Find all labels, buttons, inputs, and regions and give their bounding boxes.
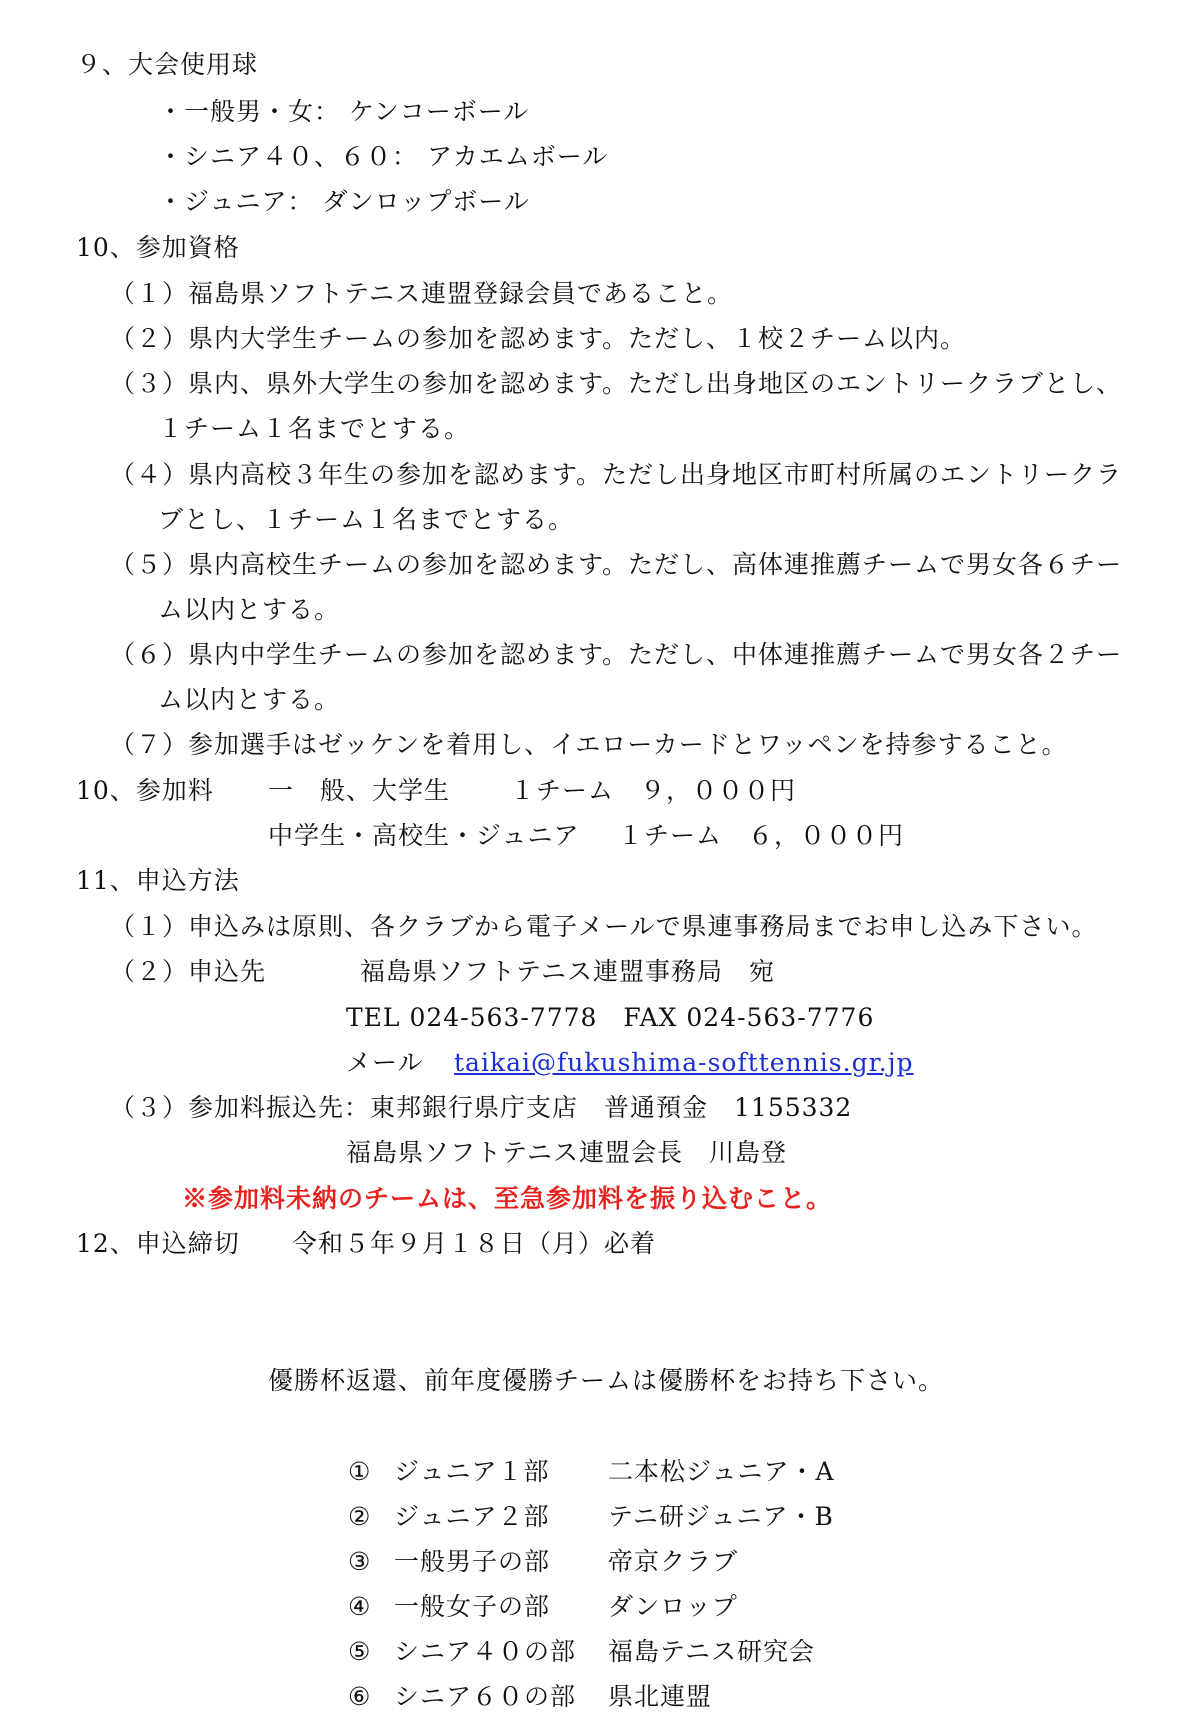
fee-category: 一 般、大学生 — [268, 776, 451, 805]
email-link[interactable] — [454, 1046, 914, 1080]
winner-division: シニア４０の部 — [394, 1637, 577, 1666]
eligibility-item: （６）県内中学生チームの参加を認めます。ただし、中体連推薦チームで男女各２チー — [110, 640, 1123, 669]
winner-division: ジュニア１部 — [394, 1457, 550, 1486]
fee-category: 中学生・高校生・ジュニア — [268, 821, 580, 850]
account-holder: 福島県ソフトテニス連盟会長 川島登 — [346, 1138, 788, 1167]
eligibility-item: （３）県内、県外大学生の参加を認めます。ただし出身地区のエントリークラブとし、 — [110, 369, 1123, 398]
winner-number: ⑥ — [348, 1682, 372, 1711]
winner-number: ③ — [348, 1547, 372, 1576]
application-destination: 福島県ソフトテニス連盟事務局 宛 — [360, 957, 776, 986]
eligibility-item: （４）県内高校３年生の参加を認めます。ただし出身地区市町村所属のエントリークラ — [110, 460, 1123, 489]
eligibility-item: （２）県内大学生チームの参加を認めます。ただし、１校２チーム以内。 — [110, 324, 967, 353]
fee-amount: １チーム ６，０００円 — [618, 821, 905, 850]
winner-division: 一般男子の部 — [394, 1547, 551, 1576]
trophy-notice: 優勝杯返還、前年度優勝チームは優勝杯をお持ち下さい。 — [268, 1366, 945, 1395]
mail-label: メール — [346, 1048, 424, 1077]
eligibility-item-continuation: ム以内とする。 — [158, 685, 341, 714]
winner-number: ④ — [348, 1592, 372, 1621]
winner-team: 県北連盟 — [608, 1682, 713, 1711]
winner-team: テニ研ジュニア・B — [608, 1502, 834, 1531]
winner-number: ① — [348, 1457, 372, 1486]
winner-division: 一般女子の部 — [394, 1592, 551, 1621]
contact-phone-fax: TEL 024-563-7778 FAX 024-563-7776 — [346, 1003, 875, 1032]
winner-team: 二本松ジュニア・A — [608, 1457, 835, 1486]
eligibility-item: （５）県内高校生チームの参加を認めます。ただし、高体連推薦チームで男女各６チー — [110, 550, 1123, 579]
deadline-date: 令和５年９月１８日（月）必着 — [292, 1229, 657, 1258]
application-item: （１）申込みは原則、各クラブから電子メールで県連事務局までお申し込み下さい。 — [110, 912, 1098, 941]
ball-item: ・ジュニア： ダンロップボール — [158, 187, 530, 216]
eligibility-item-continuation: ム以内とする。 — [158, 595, 341, 624]
section-heading-fee: 10、参加料 — [76, 776, 214, 805]
eligibility-item-continuation: １チーム１名までとする。 — [158, 414, 471, 443]
section-heading-application: 11、申込方法 — [76, 866, 240, 895]
email-link-text[interactable]: taikai@fukushima-softtennis.gr.jp — [454, 1048, 914, 1077]
winner-division: シニア６０の部 — [394, 1682, 577, 1711]
winner-number: ⑤ — [348, 1637, 372, 1666]
eligibility-item: （７）参加選手はゼッケンを着用し、イエローカードとワッペンを持参すること。 — [110, 730, 1068, 759]
fee-amount: １チーム ９，０００円 — [510, 776, 797, 805]
application-destination-label: （２）申込先 — [110, 957, 267, 986]
winner-team: 帝京クラブ — [608, 1547, 739, 1576]
application-item: （３）参加料振込先：東邦銀行県庁支店 普通預金 1155332 — [110, 1093, 853, 1122]
winner-team: ダンロップ — [608, 1592, 738, 1621]
winner-division: ジュニア２部 — [394, 1502, 550, 1531]
section-heading-eligibility: 10、参加資格 — [76, 233, 240, 262]
ball-item: ・一般男・女： ケンコーボール — [158, 97, 530, 126]
winner-team: 福島テニス研究会 — [608, 1637, 816, 1666]
unpaid-fee-warning: ※参加料未納のチームは、至急参加料を振り込むこと。 — [182, 1184, 833, 1213]
winner-number: ② — [348, 1502, 372, 1531]
eligibility-item: （１）福島県ソフトテニス連盟登録会員であること。 — [110, 279, 734, 308]
section-heading-deadline: 12、申込締切 — [76, 1229, 240, 1258]
ball-item: ・シニア４０、６０： アカエムボール — [158, 142, 609, 171]
section-heading-ball: ９、大会使用球 — [76, 50, 259, 79]
eligibility-item-continuation: ブとし、１チーム１名までとする。 — [158, 505, 575, 534]
